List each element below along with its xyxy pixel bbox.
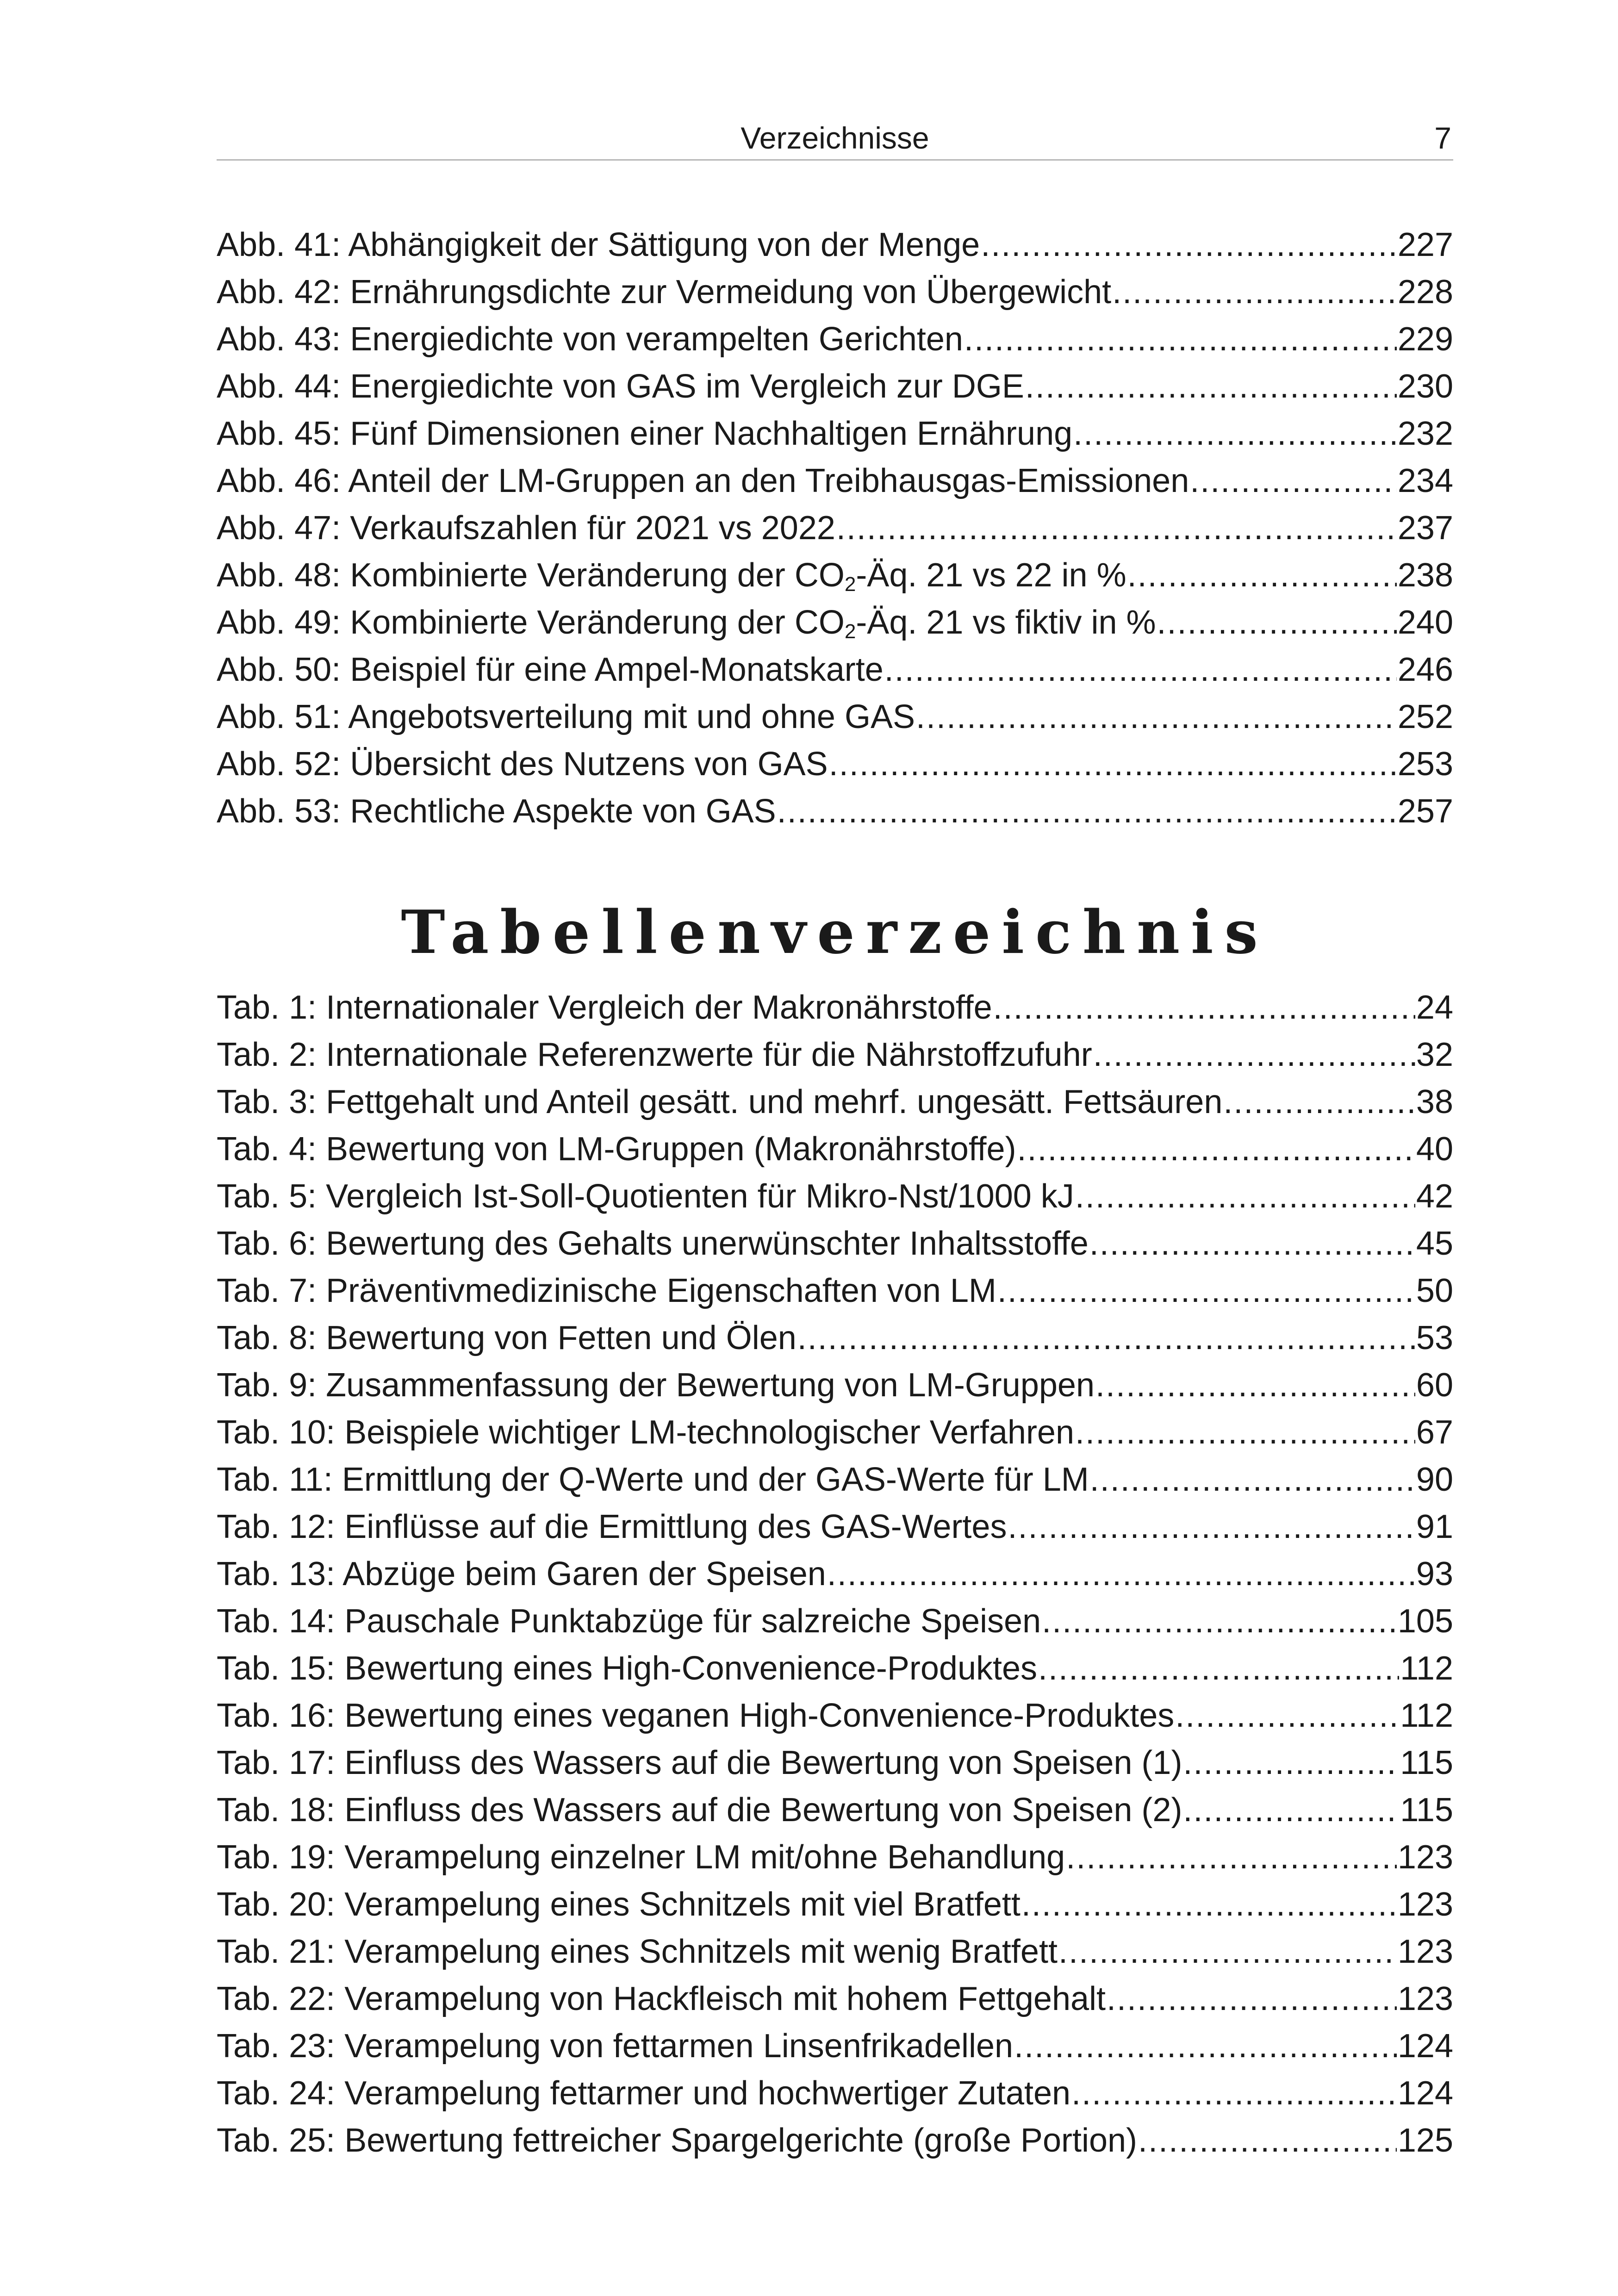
entry-label: Tab. 6: Bewertung des Gehalts unerwünschter Inhaltsstoffe xyxy=(217,1225,1089,1262)
figure-entry[interactable] xyxy=(217,693,1453,740)
entry-page-number: 91 xyxy=(1416,1508,1453,1545)
dot-leader xyxy=(1093,1031,1415,1078)
entry-page-number: 42 xyxy=(1416,1178,1453,1215)
entry-label: Tab. 24: Verampelung fettarmer und hochwertiger Zutaten xyxy=(217,2075,1071,2112)
figure-entry[interactable] xyxy=(217,504,1453,552)
dot-leader xyxy=(1025,363,1397,410)
figure-entry[interactable] xyxy=(217,788,1453,835)
table-entry[interactable] xyxy=(217,2022,1453,2070)
table-entry[interactable] xyxy=(217,1834,1453,1881)
table-entry[interactable] xyxy=(217,1550,1453,1598)
dot-leader xyxy=(1138,2117,1397,2164)
table-entry[interactable] xyxy=(217,1031,1453,1078)
header-title: Verzeichnisse xyxy=(741,121,929,155)
dot-leader xyxy=(1089,1220,1415,1267)
entry-label: Tab. 2: Internationale Referenzwerte für die Nährstoffzufuhr xyxy=(217,1036,1092,1073)
dot-leader xyxy=(1095,1362,1415,1409)
figure-entry[interactable] xyxy=(217,457,1453,504)
dot-leader xyxy=(997,1267,1415,1314)
entry-label: Abb. 47: Verkaufszahlen für 2021 vs 2022 xyxy=(217,510,835,547)
figure-list xyxy=(217,221,1453,835)
subscript-text: 2 xyxy=(844,573,856,596)
entry-page-number: 123 xyxy=(1397,1839,1453,1876)
figure-entry[interactable] xyxy=(217,363,1453,410)
entry-label: Abb. 53: Rechtliche Aspekte von GAS xyxy=(217,793,776,830)
entry-page-number: 112 xyxy=(1400,1650,1453,1687)
entry-page-number: 124 xyxy=(1397,2075,1453,2112)
dot-leader xyxy=(836,504,1397,552)
dot-leader xyxy=(1071,2070,1397,2117)
entry-page-number: 232 xyxy=(1397,415,1453,452)
entry-label: Abb. 52: Übersicht des Nutzens von GAS xyxy=(217,746,828,783)
entry-page-number: 93 xyxy=(1416,1556,1453,1593)
dot-leader xyxy=(1107,1975,1397,2022)
running-header xyxy=(217,121,1453,161)
entry-page-number: 24 xyxy=(1416,989,1453,1026)
entry-page-number: 227 xyxy=(1397,226,1453,263)
entry-page-number: 229 xyxy=(1397,321,1453,358)
figure-entry[interactable] xyxy=(217,221,1453,268)
dot-leader xyxy=(1008,1503,1415,1550)
table-entry[interactable] xyxy=(217,1975,1453,2022)
entry-page-number: 253 xyxy=(1397,746,1453,783)
entry-label: Abb. 44: Energiedichte von GAS im Vergleich zur DGE xyxy=(217,368,1024,405)
entry-label: Tab. 13: Abzüge beim Garen der Speisen xyxy=(217,1556,826,1593)
entry-page-number: 252 xyxy=(1397,698,1453,735)
table-list xyxy=(217,984,1453,2164)
entry-label xyxy=(217,599,1156,646)
table-entry[interactable] xyxy=(217,1881,1453,1928)
entry-label: Abb. 42: Ernährungsdichte zur Vermeidung von Übergewicht xyxy=(217,274,1112,311)
entry-label: Abb. 50: Beispiel für eine Ampel-Monatskarte xyxy=(217,651,884,688)
entry-page-number: 60 xyxy=(1416,1367,1453,1404)
dot-leader xyxy=(1058,1928,1397,1975)
table-entry[interactable] xyxy=(217,1267,1453,1314)
table-entry[interactable] xyxy=(217,2117,1453,2164)
entry-page-number: 67 xyxy=(1416,1414,1453,1451)
entry-page-number: 230 xyxy=(1397,368,1453,405)
page-number: 7 xyxy=(1434,121,1451,155)
entry-page-number: 115 xyxy=(1400,1792,1453,1829)
entry-label: Tab. 8: Bewertung von Fetten und Ölen xyxy=(217,1319,797,1356)
table-entry[interactable] xyxy=(217,1220,1453,1267)
dot-leader xyxy=(1183,1786,1399,1834)
entry-page-number: 240 xyxy=(1397,604,1453,641)
dot-leader xyxy=(981,221,1397,268)
entry-label: Tab. 5: Vergleich Ist-Soll-Quotienten für Mikro-Nst/1000 kJ xyxy=(217,1178,1074,1215)
entry-label: Tab. 1: Internationaler Vergleich der Makronährstoffe xyxy=(217,989,992,1026)
dot-leader xyxy=(1073,410,1397,457)
dot-leader xyxy=(1066,1834,1397,1881)
document-page xyxy=(217,0,1453,2296)
entry-label: Tab. 3: Fettgehalt und Anteil gesätt. und mehrf. ungesätt. Fettsäuren xyxy=(217,1083,1223,1120)
entry-page-number: 115 xyxy=(1400,1744,1453,1781)
entry-page-number: 40 xyxy=(1416,1131,1453,1168)
entry-page-number: 105 xyxy=(1397,1603,1453,1640)
figure-entry[interactable] xyxy=(217,599,1453,646)
entry-label: Tab. 20: Verampelung eines Schnitzels mit viel Bratfett xyxy=(217,1886,1021,1923)
label-text: -Äq. 21 vs fiktiv in % xyxy=(856,604,1156,641)
entry-page-number: 53 xyxy=(1416,1319,1453,1356)
entry-label: Tab. 19: Verampelung einzelner LM mit/ohne Behandlung xyxy=(217,1839,1065,1876)
dot-leader xyxy=(884,646,1397,693)
entry-label: Tab. 25: Bewertung fettreicher Spargelgerichte (große Portion) xyxy=(217,2122,1138,2159)
figure-entry[interactable] xyxy=(217,646,1453,693)
entry-label: Tab. 10: Beispiele wichtiger LM-technologischer Verfahren xyxy=(217,1414,1075,1451)
figure-entry[interactable] xyxy=(217,740,1453,788)
table-entry[interactable] xyxy=(217,1598,1453,1645)
entry-label: Abb. 43: Energiedichte von verampelten Gerichten xyxy=(217,321,963,358)
table-entry[interactable] xyxy=(217,1739,1453,1786)
table-entry[interactable] xyxy=(217,1173,1453,1220)
dot-leader xyxy=(829,740,1397,788)
label-text: Abb. 49: Kombinierte Veränderung der CO xyxy=(217,604,845,641)
tables-heading: Tabellenverzeichnis xyxy=(401,898,1269,967)
entry-page-number: 257 xyxy=(1397,793,1453,830)
entry-label: Tab. 12: Einflüsse auf die Ermittlung des GAS-Wertes xyxy=(217,1508,1007,1545)
dot-leader xyxy=(1175,1692,1399,1739)
entry-page-number: 234 xyxy=(1397,462,1453,499)
entry-page-number: 123 xyxy=(1397,1933,1453,1970)
table-entry[interactable] xyxy=(217,1786,1453,1834)
entry-page-number: 50 xyxy=(1416,1272,1453,1309)
dot-leader xyxy=(1038,1645,1399,1692)
table-entry[interactable] xyxy=(217,1314,1453,1362)
table-entry[interactable] xyxy=(217,1362,1453,1409)
entry-page-number: 246 xyxy=(1397,651,1453,688)
dot-leader xyxy=(1075,1173,1415,1220)
table-entry[interactable] xyxy=(217,1692,1453,1739)
dot-leader xyxy=(1183,1739,1399,1786)
entry-page-number: 125 xyxy=(1397,2122,1453,2159)
entry-label: Tab. 23: Verampelung von fettarmen Linsenfrikadellen xyxy=(217,2028,1014,2065)
label-text: Abb. 48: Kombinierte Veränderung der CO xyxy=(217,557,845,594)
entry-page-number: 238 xyxy=(1397,557,1453,594)
dot-leader xyxy=(1021,1881,1397,1928)
entry-label: Tab. 15: Bewertung eines High-Convenience-Produktes xyxy=(217,1650,1038,1687)
dot-leader xyxy=(964,316,1397,363)
dot-leader xyxy=(1075,1409,1415,1456)
entry-label: Tab. 14: Pauschale Punktabzüge für salzreiche Speisen xyxy=(217,1603,1041,1640)
dot-leader xyxy=(1157,599,1397,646)
entry-label: Tab. 9: Zusammenfassung der Bewertung von LM-Gruppen xyxy=(217,1367,1095,1404)
dot-leader xyxy=(797,1314,1415,1362)
dot-leader xyxy=(1223,1078,1415,1126)
entry-page-number: 237 xyxy=(1397,510,1453,547)
table-entry[interactable] xyxy=(217,1409,1453,1456)
entry-label: Tab. 18: Einfluss des Wassers auf die Bewertung von Speisen (2) xyxy=(217,1792,1182,1829)
subscript-text: 2 xyxy=(844,620,856,643)
table-entry[interactable] xyxy=(217,1503,1453,1550)
entry-label: Abb. 46: Anteil der LM-Gruppen an den Treibhausgas-Emissionen xyxy=(217,462,1189,499)
dot-leader xyxy=(827,1550,1415,1598)
figure-entry[interactable] xyxy=(217,316,1453,363)
figure-entry[interactable] xyxy=(217,268,1453,316)
dot-leader xyxy=(1112,268,1397,316)
dot-leader xyxy=(1042,1598,1397,1645)
entry-page-number: 112 xyxy=(1400,1697,1453,1734)
entry-label: Tab. 7: Präventivmedizinische Eigenschaften von LM xyxy=(217,1272,996,1309)
entry-label: Tab. 22: Verampelung von Hackfleisch mit hohem Fettgehalt xyxy=(217,1980,1106,2017)
entry-label: Tab. 16: Bewertung eines veganen High-Convenience-Produktes xyxy=(217,1697,1175,1734)
table-entry[interactable] xyxy=(217,1126,1453,1173)
dot-leader xyxy=(1127,552,1397,599)
dot-leader xyxy=(993,984,1415,1031)
table-entry[interactable] xyxy=(217,2070,1453,2117)
entry-label: Tab. 21: Verampelung eines Schnitzels mit wenig Bratfett xyxy=(217,1933,1058,1970)
entry-label: Abb. 41: Abhängigkeit der Sättigung von der Menge xyxy=(217,226,980,263)
dot-leader xyxy=(1190,457,1397,504)
table-entry[interactable] xyxy=(217,1928,1453,1975)
entry-page-number: 32 xyxy=(1416,1036,1453,1073)
entry-page-number: 45 xyxy=(1416,1225,1453,1262)
entry-page-number: 124 xyxy=(1397,2028,1453,2065)
table-entry[interactable] xyxy=(217,984,1453,1031)
entry-page-number: 123 xyxy=(1397,1886,1453,1923)
figure-entry[interactable] xyxy=(217,552,1453,599)
entry-label xyxy=(217,552,1126,599)
label-text: -Äq. 21 vs 22 in % xyxy=(856,557,1126,594)
dot-leader xyxy=(1014,2022,1397,2070)
table-entry[interactable] xyxy=(217,1456,1453,1503)
entry-label: Tab. 4: Bewertung von LM-Gruppen (Makronährstoffe) xyxy=(217,1131,1016,1168)
dot-leader xyxy=(916,693,1397,740)
figure-entry[interactable] xyxy=(217,410,1453,457)
entry-label: Tab. 17: Einfluss des Wassers auf die Bewertung von Speisen (1) xyxy=(217,1744,1182,1781)
dot-leader xyxy=(777,788,1397,835)
dot-leader xyxy=(1090,1456,1415,1503)
entry-page-number: 38 xyxy=(1416,1083,1453,1120)
table-entry[interactable] xyxy=(217,1078,1453,1126)
entry-page-number: 90 xyxy=(1416,1461,1453,1498)
entry-label: Tab. 11: Ermittlung der Q-Werte und der GAS-Werte für LM xyxy=(217,1461,1089,1498)
entry-label: Abb. 51: Angebotsverteilung mit und ohne GAS xyxy=(217,698,915,735)
table-entry[interactable] xyxy=(217,1645,1453,1692)
entry-label: Abb. 45: Fünf Dimensionen einer Nachhaltigen Ernährung xyxy=(217,415,1073,452)
entry-page-number: 123 xyxy=(1397,1980,1453,2017)
entry-page-number: 228 xyxy=(1397,274,1453,311)
dot-leader xyxy=(1017,1126,1415,1173)
